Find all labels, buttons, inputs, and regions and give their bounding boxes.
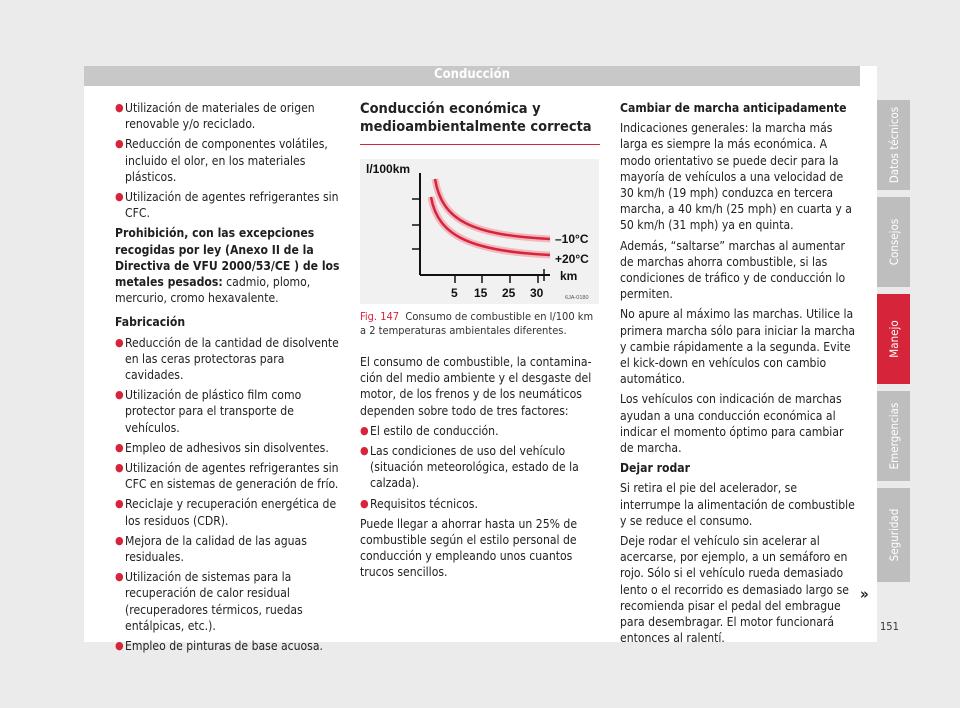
list-item-text: Utilización de agentes refrigerantes sin CFC. xyxy=(125,190,339,221)
paragraph: Indicaciones generales: la marcha más larga es siempre la más económica. A modo orientativo se puede decir para la mayoría de vehículos a una velocidad de 30 km/h (19 mph) conduzca en tercera marcha, a 40 km/h (25 mph) en cuarta y a 50 km/h (31 mph) ya en quinta. xyxy=(620,121,852,233)
paragraph: Si retira el pie del acelerador, se interrumpe la alimentación de combustible y se reduce el consumo. xyxy=(620,481,855,528)
list-item-text: Las condiciones de uso del vehículo (situación meteorológica, estado de la calzada). xyxy=(370,444,579,491)
list-item xyxy=(360,423,600,439)
middle-column xyxy=(360,100,600,585)
list-item xyxy=(115,335,340,384)
paragraph: Deje rodar el vehículo sin acelerar al acercarse, por ejemplo, a un semáforo en rojo. Sólo si el vehículo rueda demasiado lento o el recorrido es demasiado largo se recomienda pisar el pedal del embrague para desembragar. El motor funcionará entonces al ralentí. xyxy=(620,534,849,646)
continue-arrow-icon: » xyxy=(860,585,869,603)
bullet-icon: ● xyxy=(115,190,124,204)
tab-label: Emergencias xyxy=(886,402,901,470)
list-item xyxy=(360,496,600,512)
bullet-icon: ● xyxy=(360,496,369,510)
paragraph: Los vehículos con indicación de marchas ayudan a una conducción económica al indicar el momento óptimo para cambiar de marcha. xyxy=(620,392,844,456)
savings-paragraph: Puede llegar a ahorrar hasta un 25% de combustible según el estilo personal de conducción y empleando unos cuantos trucos sencillos. xyxy=(360,516,578,580)
figure-code: 6JA-0180 xyxy=(565,295,589,301)
x-axis-label: km xyxy=(560,269,578,283)
x-tick-label: 25 xyxy=(502,286,516,300)
heading-gear-change: Cambiar de marcha anticipadamente xyxy=(620,101,847,115)
list-item xyxy=(115,638,340,654)
bullet-list-materials xyxy=(115,100,340,221)
prohibition-paragraph xyxy=(115,225,340,306)
list-item-text: Utilización de materiales de origen renovable y/o reciclado. xyxy=(125,101,315,132)
tab-label: Manejo xyxy=(886,320,901,358)
bullet-icon: ● xyxy=(115,137,124,151)
bullet-icon: ● xyxy=(115,533,124,547)
tab-label: Seguridad xyxy=(886,508,901,562)
list-item xyxy=(115,136,340,185)
tab-seguridad[interactable] xyxy=(877,488,910,582)
list-item-text: Reducción de la cantidad de disolvente en las ceras protectoras para cavidades. xyxy=(125,335,339,383)
list-item-text: El estilo de conducción. xyxy=(370,423,499,438)
bullet-icon: ● xyxy=(115,101,124,114)
bullet-icon: ● xyxy=(115,461,124,475)
bullet-list-fabrication xyxy=(115,335,340,655)
list-item-text: Reciclaje y recuperación energética de los residuos (CDR). xyxy=(125,497,337,528)
list-item-text: Utilización de plástico film como protector para el transporte de vehículos. xyxy=(125,388,302,435)
list-item xyxy=(115,533,340,565)
x-tick-label: 30 xyxy=(530,286,544,300)
caption-text: Consumo de combustible en l/100 km a 2 temperaturas ambientales diferentes. xyxy=(360,310,594,337)
paragraph: Además, “saltarse” marchas al aumentar de marchas ahorra combustible, si las condiciones de tráfico y de conducción lo permiten. xyxy=(620,238,846,302)
list-item xyxy=(115,569,340,634)
header-title: Conducción xyxy=(434,67,510,82)
fuel-chart xyxy=(360,159,599,304)
bullet-icon: ● xyxy=(115,335,124,349)
heading-coasting: Dejar rodar xyxy=(620,461,690,476)
left-column xyxy=(115,100,340,658)
list-item xyxy=(115,387,340,436)
list-item-text: Empleo de adhesivos sin disolventes. xyxy=(125,440,329,455)
list-item-text: Empleo de pinturas de base acuosa. xyxy=(125,639,323,654)
bullet-icon: ● xyxy=(115,639,124,653)
list-item xyxy=(115,440,340,456)
list-item xyxy=(115,100,340,132)
prohibition-text: cadmio, plomo, mercurio, cromo hexavalente. xyxy=(115,275,311,306)
section-heading: Conducción económica y medioambientalmente correcta xyxy=(360,100,600,145)
running-header xyxy=(84,66,860,86)
y-axis-label: l/100km xyxy=(366,162,411,176)
tab-emergencias[interactable] xyxy=(877,391,910,481)
tab-manejo[interactable] xyxy=(877,294,910,384)
paragraph: No apure al máximo las marchas. Utilice la primera marcha sólo para iniciar la marcha y cambie rápidamente a la segunda. Evite el kick-down en vehículos con cambio automático. xyxy=(620,307,856,387)
list-item xyxy=(115,189,340,221)
fuel-consumption-figure xyxy=(360,159,599,304)
tab-label: Datos técnicos xyxy=(886,106,901,184)
bullet-icon: ● xyxy=(115,570,124,584)
tab-consejos[interactable] xyxy=(877,197,910,287)
x-tick-label: 5 xyxy=(451,286,458,300)
bullet-icon: ● xyxy=(115,440,124,454)
list-item-text: Reducción de componentes volátiles, incluido el olor, en los materiales plásticos. xyxy=(125,137,328,184)
bullet-icon: ● xyxy=(115,497,124,511)
intro-paragraph: El consumo de combustible, la contaminación del medio ambiente y el desgaste del motor, de los frenos y de los neumáticos dependen sobre todo de tres factores: xyxy=(360,355,592,418)
prohibition-bold: Prohibición, con las excepciones recogidas por ley (Anexo II de la Directiva de VFU 2000/53/CE ) de los metales pesados: xyxy=(115,226,340,290)
list-item-text: Mejora de la calidad de las aguas residuales. xyxy=(125,533,307,565)
tab-datos-tecnicos[interactable] xyxy=(877,100,910,190)
page-number: 151 xyxy=(880,620,899,633)
figure-number: Fig. 147 xyxy=(360,310,400,323)
bullet-list-factors xyxy=(360,423,600,512)
bullet-icon: ● xyxy=(360,423,369,437)
list-item-text: Utilización de sistemas para la recuperación de calor residual (recuperadores térmicos, ruedas entálpicas, etc.). xyxy=(125,570,303,633)
list-item-text: Utilización de agentes refrigerantes sin CFC en sistemas de generación de frío. xyxy=(125,461,339,492)
bullet-icon: ● xyxy=(360,444,369,458)
bullet-icon: ● xyxy=(115,388,124,402)
list-item-text: Requisitos técnicos. xyxy=(370,496,478,511)
list-item xyxy=(360,443,600,492)
figure-caption xyxy=(360,310,600,338)
tab-label: Consejos xyxy=(886,218,901,266)
series-label-warm: +20°C xyxy=(555,252,589,266)
x-tick-label: 15 xyxy=(474,286,488,300)
fabrication-heading: Fabricación xyxy=(115,315,186,330)
list-item xyxy=(115,460,340,492)
series-label-cold: –10°C xyxy=(555,232,589,246)
list-item xyxy=(115,496,340,528)
right-column xyxy=(620,100,858,651)
